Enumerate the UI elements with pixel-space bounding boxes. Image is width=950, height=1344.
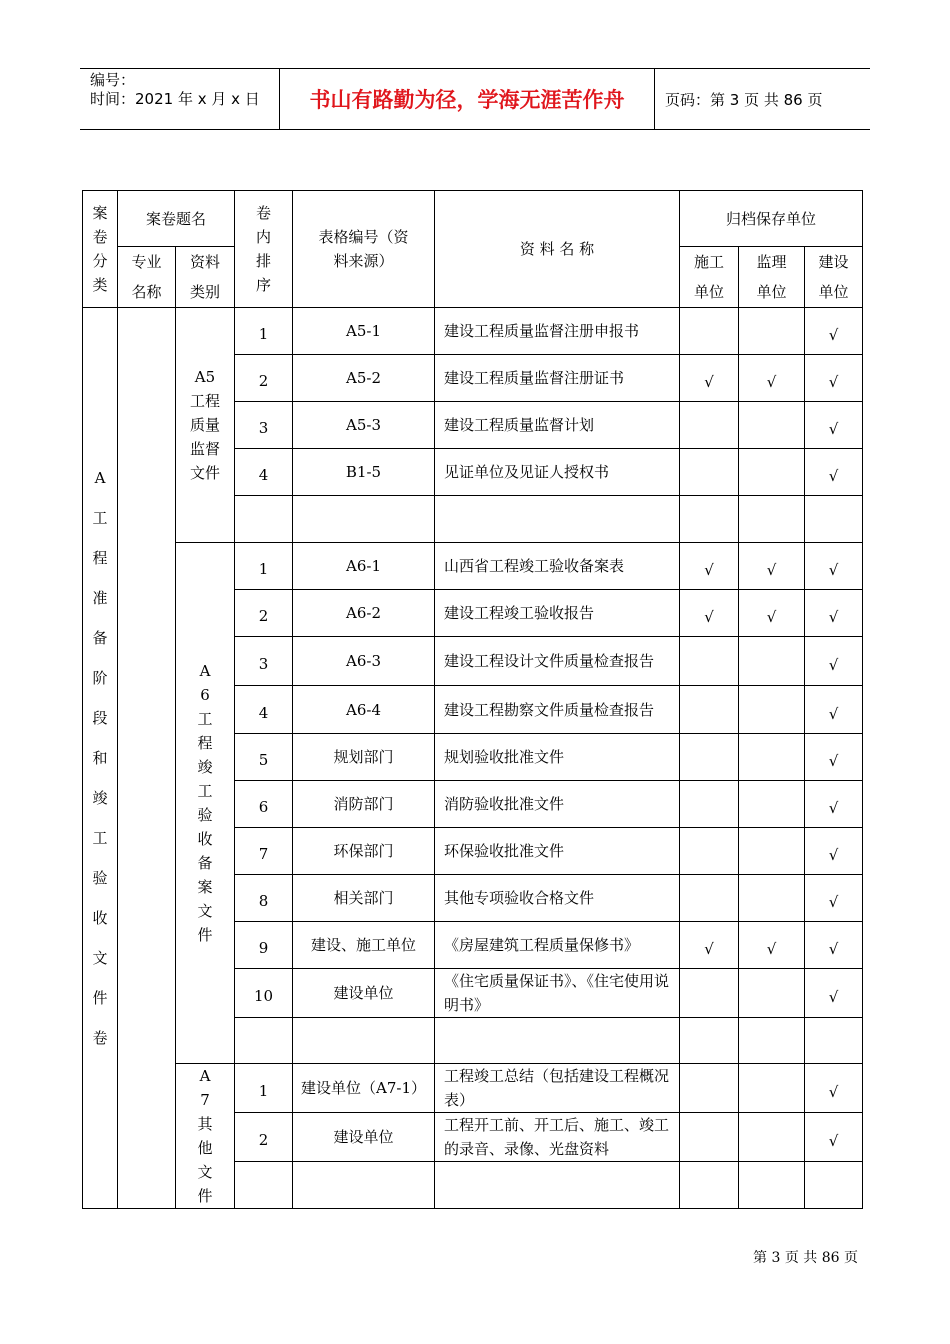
group-label-cell — [176, 543, 235, 1064]
form-no-cell: 规划部门 — [293, 734, 435, 781]
owner-check-cell — [805, 1018, 863, 1064]
header-construction-unit: 施工单位 — [680, 247, 739, 308]
form-no-cell: A6-2 — [293, 590, 435, 637]
order-cell: 9 — [235, 922, 293, 969]
owner-check-cell: √ — [805, 781, 863, 828]
supervision-check-cell — [739, 1064, 805, 1113]
construction-check-cell — [680, 637, 739, 686]
order-cell — [235, 1162, 293, 1209]
owner-check-cell: √ — [805, 922, 863, 969]
construction-check-cell — [680, 1018, 739, 1064]
major-name-cell — [118, 308, 176, 1209]
document-number-label: 编号： — [90, 71, 136, 89]
supervision-check-cell — [739, 1162, 805, 1209]
material-name-cell: 建设工程质量监督计划 — [435, 402, 680, 449]
owner-check-cell: √ — [805, 449, 863, 496]
supervision-check-cell — [739, 308, 805, 355]
owner-check-cell — [805, 496, 863, 543]
form-no-cell: A6-4 — [293, 686, 435, 734]
supervision-check-cell: √ — [739, 543, 805, 590]
header-order: 卷内排序 — [235, 191, 293, 308]
construction-check-cell — [680, 875, 739, 922]
header-volume-title: 案卷题名 — [118, 191, 235, 247]
order-cell: 7 — [235, 828, 293, 875]
construction-check-cell: √ — [680, 543, 739, 590]
group-label: A7其他文件 — [197, 1067, 213, 1205]
header-form-no: 表格编号（资料来源） — [293, 191, 435, 308]
supervision-check-cell: √ — [739, 922, 805, 969]
supervision-check-cell: √ — [739, 355, 805, 402]
owner-check-cell: √ — [805, 543, 863, 590]
header-category: 案卷分类 — [83, 191, 118, 308]
construction-check-cell — [680, 781, 739, 828]
header-motto: 书山有路勤为径，学海无涯苦作舟 — [280, 69, 655, 129]
material-name-cell: 环保验收批准文件 — [435, 828, 680, 875]
order-cell: 4 — [235, 686, 293, 734]
material-name-cell: 工程开工前、开工后、施工、竣工的录音、录像、光盘资料 — [435, 1113, 680, 1162]
header-archive-unit: 归档保存单位 — [680, 191, 863, 247]
owner-check-cell: √ — [805, 355, 863, 402]
construction-check-cell — [680, 496, 739, 543]
supervision-check-cell — [739, 449, 805, 496]
order-cell — [235, 1018, 293, 1064]
owner-check-cell — [805, 1162, 863, 1209]
material-name-cell: 其他专项验收合格文件 — [435, 875, 680, 922]
material-name-cell: 工程竣工总结（包括建设工程概况表） — [435, 1064, 680, 1113]
construction-check-cell: √ — [680, 922, 739, 969]
order-cell: 8 — [235, 875, 293, 922]
construction-check-cell — [680, 686, 739, 734]
order-cell: 2 — [235, 355, 293, 402]
page-footer: 第 3 页 共 86 页 — [753, 1250, 858, 1266]
form-no-cell: 建设、施工单位 — [293, 922, 435, 969]
form-no-cell: A5-3 — [293, 402, 435, 449]
table-row — [83, 308, 863, 355]
construction-check-cell — [680, 828, 739, 875]
table-row — [83, 543, 863, 590]
supervision-check-cell — [739, 781, 805, 828]
group-label-cell — [176, 308, 235, 543]
supervision-check-cell — [739, 686, 805, 734]
order-cell: 3 — [235, 637, 293, 686]
owner-check-cell: √ — [805, 828, 863, 875]
material-name-cell: 消防验收批准文件 — [435, 781, 680, 828]
header-owner-unit: 建设单位 — [805, 247, 863, 308]
order-cell: 1 — [235, 1064, 293, 1113]
form-no-cell: A6-1 — [293, 543, 435, 590]
order-cell: 10 — [235, 969, 293, 1018]
order-cell: 6 — [235, 781, 293, 828]
construction-check-cell — [680, 402, 739, 449]
form-no-cell — [293, 1162, 435, 1209]
document-time-label: 时间：2021 年 x 月 x 日 — [90, 90, 260, 108]
material-name-cell — [435, 496, 680, 543]
order-cell: 5 — [235, 734, 293, 781]
supervision-check-cell — [739, 637, 805, 686]
owner-check-cell: √ — [805, 1113, 863, 1162]
header-page-label: 页码：第 3 页 共 86 页 — [665, 90, 823, 109]
archive-table — [82, 190, 863, 1209]
form-no-cell: 建设单位 — [293, 1113, 435, 1162]
construction-check-cell — [680, 449, 739, 496]
order-cell: 3 — [235, 402, 293, 449]
material-name-cell: 山西省工程竣工验收备案表 — [435, 543, 680, 590]
material-name-cell: 《房屋建筑工程质量保修书》 — [435, 922, 680, 969]
group-label-cell — [176, 1064, 235, 1209]
owner-check-cell: √ — [805, 590, 863, 637]
supervision-check-cell — [739, 1018, 805, 1064]
owner-check-cell: √ — [805, 1064, 863, 1113]
form-no-cell: 建设单位（A7-1） — [293, 1064, 435, 1113]
supervision-check-cell — [739, 828, 805, 875]
owner-check-cell: √ — [805, 402, 863, 449]
order-cell: 1 — [235, 308, 293, 355]
form-no-cell: 建设单位 — [293, 969, 435, 1018]
form-no-cell: 相关部门 — [293, 875, 435, 922]
form-no-cell: A5-2 — [293, 355, 435, 402]
order-cell: 2 — [235, 1113, 293, 1162]
supervision-check-cell — [739, 875, 805, 922]
owner-check-cell: √ — [805, 875, 863, 922]
form-no-cell: 消防部门 — [293, 781, 435, 828]
construction-check-cell — [680, 1113, 739, 1162]
construction-check-cell: √ — [680, 590, 739, 637]
supervision-check-cell — [739, 402, 805, 449]
header-material-type: 资料类别 — [176, 247, 235, 308]
form-no-cell: A6-3 — [293, 637, 435, 686]
header-major-name: 专业名称 — [118, 247, 176, 308]
material-name-cell: 规划验收批准文件 — [435, 734, 680, 781]
header-meta — [80, 69, 280, 129]
construction-check-cell — [680, 308, 739, 355]
construction-check-cell: √ — [680, 355, 739, 402]
construction-check-cell — [680, 969, 739, 1018]
form-no-cell — [293, 496, 435, 543]
form-no-cell — [293, 1018, 435, 1064]
order-cell — [235, 496, 293, 543]
table-row — [83, 1064, 863, 1113]
supervision-check-cell — [739, 496, 805, 543]
construction-check-cell — [680, 1162, 739, 1209]
header-material-name: 资 料 名 称 — [435, 191, 680, 308]
order-cell: 4 — [235, 449, 293, 496]
material-name-cell — [435, 1018, 680, 1064]
order-cell: 1 — [235, 543, 293, 590]
owner-check-cell: √ — [805, 969, 863, 1018]
supervision-check-cell — [739, 969, 805, 1018]
category-a-cell — [83, 308, 118, 1209]
supervision-check-cell — [739, 734, 805, 781]
material-name-cell: 《住宅质量保证书》、《住宅使用说明书》 — [435, 969, 680, 1018]
material-name-cell: 建设工程设计文件质量检查报告 — [435, 637, 680, 686]
group-label: A6工程竣工验收备案文件 — [197, 662, 213, 944]
material-name-cell: 建设工程竣工验收报告 — [435, 590, 680, 637]
group-label: A5工程质量监督文件 — [189, 368, 220, 482]
header-supervision-unit: 监理单位 — [739, 247, 805, 308]
page-header — [80, 68, 870, 130]
form-no-cell: B1-5 — [293, 449, 435, 496]
order-cell: 2 — [235, 590, 293, 637]
construction-check-cell — [680, 1064, 739, 1113]
material-name-cell — [435, 1162, 680, 1209]
form-no-cell: A5-1 — [293, 308, 435, 355]
material-name-cell: 建设工程质量监督注册申报书 — [435, 308, 680, 355]
material-name-cell: 建设工程勘察文件质量检查报告 — [435, 686, 680, 734]
owner-check-cell: √ — [805, 637, 863, 686]
category-a-label: A工程准备阶段和竣工验收文件卷 — [92, 469, 108, 1047]
construction-check-cell — [680, 734, 739, 781]
owner-check-cell: √ — [805, 686, 863, 734]
supervision-check-cell — [739, 1113, 805, 1162]
material-name-cell: 见证单位及见证人授权书 — [435, 449, 680, 496]
material-name-cell: 建设工程质量监督注册证书 — [435, 355, 680, 402]
supervision-check-cell: √ — [739, 590, 805, 637]
owner-check-cell: √ — [805, 734, 863, 781]
owner-check-cell: √ — [805, 308, 863, 355]
form-no-cell: 环保部门 — [293, 828, 435, 875]
